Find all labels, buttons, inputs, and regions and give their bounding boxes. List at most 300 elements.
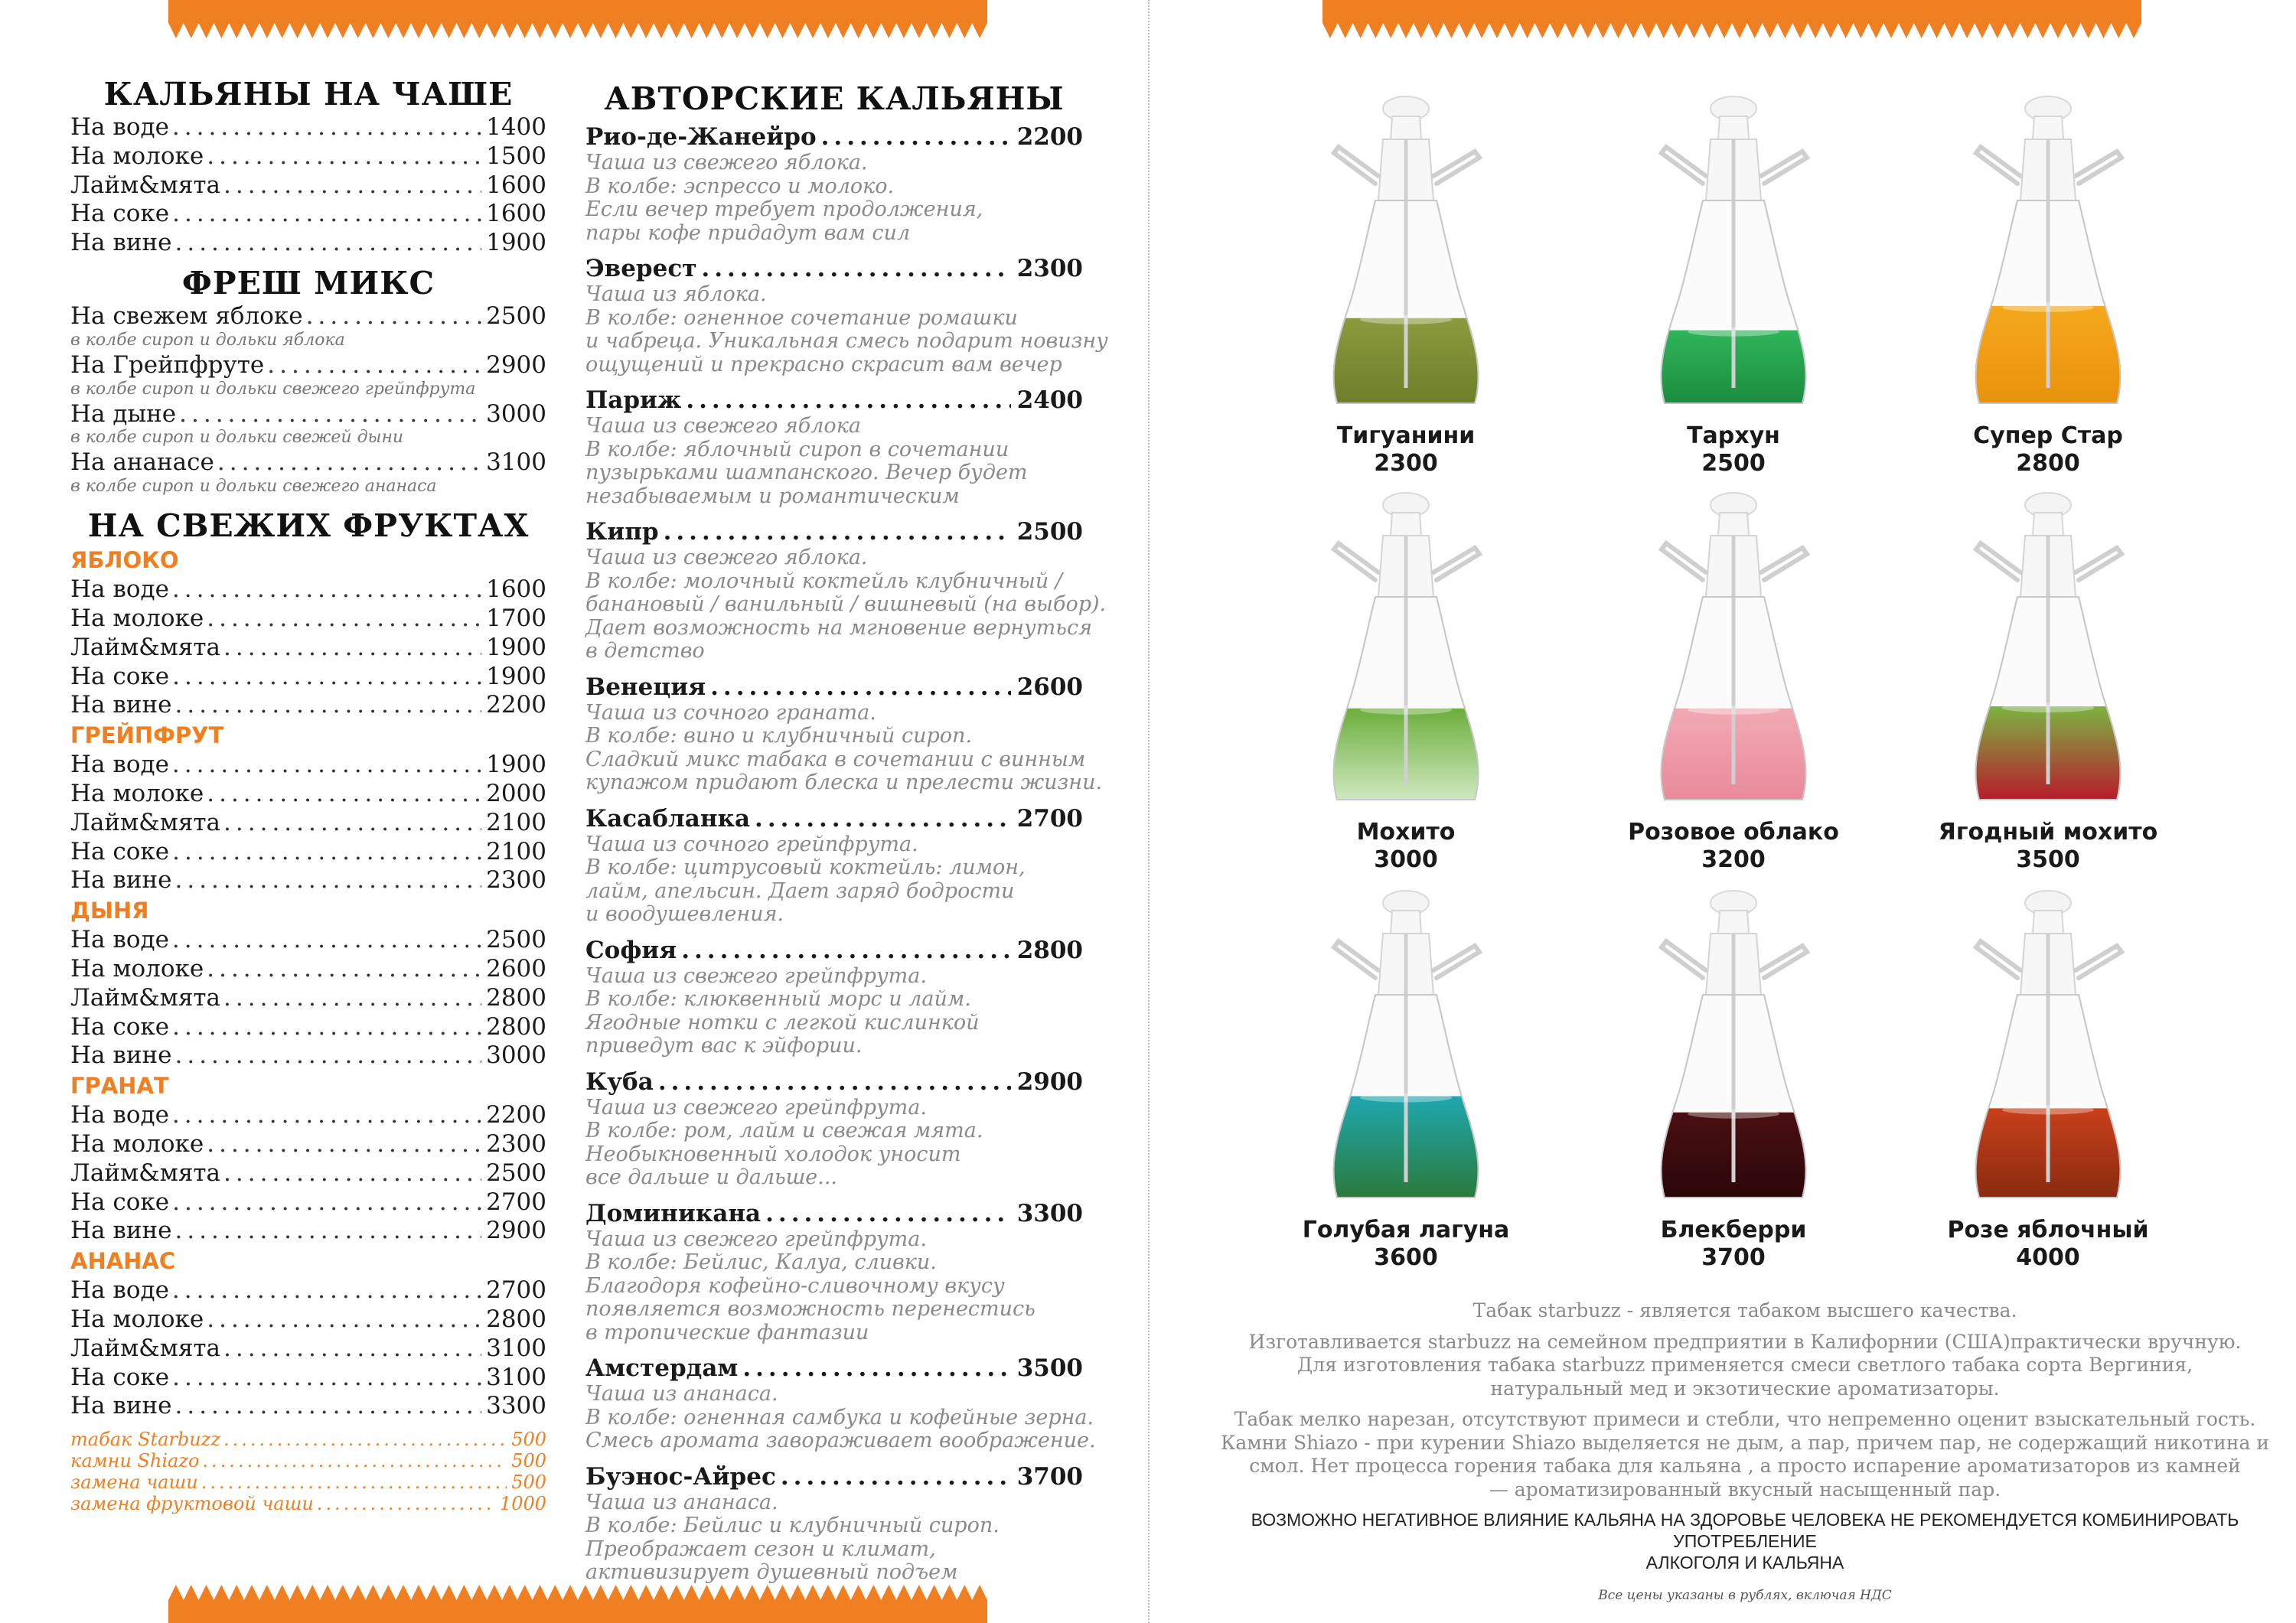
item-price: 2800 [486, 1305, 546, 1333]
dot-leader [169, 575, 481, 605]
item-label: На вине [70, 1392, 172, 1420]
menu-row [70, 838, 546, 867]
description-line: Чаша из ананаса. [585, 1382, 778, 1406]
menu-row [70, 448, 546, 477]
fruit-group-title: АНАНАС [70, 1248, 176, 1275]
item-label: На молоке [70, 1129, 204, 1158]
item-price: 2500 [486, 301, 546, 330]
menu-row [70, 780, 546, 809]
menu-row [70, 113, 546, 142]
item-label: Лайм&мята [70, 171, 221, 199]
menu-row [70, 809, 546, 838]
author-hookah-name: София [585, 936, 677, 964]
author-hookah-name: Кипр [585, 518, 659, 546]
item-label: Лайм&мята [70, 983, 221, 1012]
item-price: 1700 [486, 604, 546, 632]
item-price: 2800 [486, 1012, 546, 1041]
item-price: 2100 [486, 808, 546, 836]
description-line: Чаша из яблока. [585, 282, 767, 306]
extras-list [70, 1429, 546, 1514]
dot-leader [220, 984, 481, 1013]
hookah-mojito-icon [1268, 482, 1544, 819]
menu-row [70, 1130, 546, 1159]
dot-leader [204, 1305, 481, 1335]
item-price: 2300 [486, 1129, 546, 1158]
description-line: В колбе: молочный коктейль клубничный / [585, 569, 1062, 593]
dot-leader [314, 1493, 495, 1514]
description-line: активизирует душевный подъем [585, 1560, 958, 1584]
info-line: натуральный мед и экзотические ароматизаторы. [1490, 1377, 2000, 1400]
item-price: 2500 [486, 926, 546, 954]
info-paragraph-2 [1217, 1331, 2273, 1401]
description-line: В колбе: цитрусовый коктейль: лимон, [585, 855, 1026, 879]
description-line: банановый / ванильный / вишневый (на выбор). [585, 592, 1107, 616]
description-line: В колбе: яблочный сироп в сочетании [585, 437, 1009, 461]
item-price: 2900 [486, 1217, 546, 1245]
menu-row [70, 663, 546, 692]
description-line: В колбе: вино и клубничный сироп. [585, 724, 973, 748]
description-line: В колбе: Бейлис, Калуа, сливки. [585, 1250, 937, 1274]
author-menu-column [585, 80, 1108, 1594]
item-price: 2200 [486, 1101, 546, 1129]
dot-leader [172, 866, 482, 895]
author-hookah-description [585, 152, 1083, 245]
zigzag-edge-icon [168, 23, 987, 38]
health-warning [1217, 1509, 2273, 1573]
fruit-group-title: ДЫНЯ [70, 898, 149, 924]
menu-row [70, 229, 546, 258]
item-price: 2100 [486, 837, 546, 865]
dot-leader [169, 926, 481, 955]
author-hookah-row [585, 1199, 1083, 1228]
product-price: 3000 [1374, 846, 1438, 873]
product-card [1596, 880, 1871, 1272]
description-line: Сладкий микс табака в сочетании с винным [585, 747, 1086, 771]
extra-row [70, 1471, 546, 1493]
description-line: Смесь аромата завораживает воображение. [585, 1429, 1096, 1452]
product-price: 2500 [1701, 450, 1766, 477]
menu-row [70, 1041, 546, 1071]
dot-leader [169, 1101, 481, 1130]
dot-leader [204, 142, 481, 171]
product-name: Розовое облако [1628, 819, 1839, 846]
author-hookah-description [585, 833, 1083, 927]
description-line: В колбе: клюквенный морс и лайм. [585, 987, 971, 1011]
author-hookah-description [585, 282, 1108, 376]
item-price: 1900 [486, 633, 546, 661]
author-hookah-description [585, 415, 1083, 508]
description-line: и чабреца. Уникальная смесь подарит новизну [585, 329, 1108, 353]
description-line: Чаша из свежего яблока [585, 414, 861, 438]
extra-row [70, 1493, 546, 1514]
description-line: пары кофе придадут вам сил [585, 220, 911, 245]
info-line: смол. Нет процесса горения табака для кальяна , а просто испарение ароматизаторов из камней [1249, 1455, 2241, 1477]
item-price: 3100 [486, 1334, 546, 1362]
hookah-berry-mojito-icon [1910, 482, 2186, 819]
item-price: 1900 [486, 229, 546, 257]
extra-label: табак Starbuzz [70, 1429, 220, 1451]
description-line: купажом придают блеска и прелести жизни. [585, 771, 1103, 794]
description-line: Преображает сезон и климат, [585, 1537, 936, 1561]
author-hookah-price: 2200 [1016, 123, 1083, 151]
menu-row [70, 926, 546, 955]
item-price: 2700 [486, 1276, 546, 1305]
author-hookah-name: Доминикана [585, 1199, 762, 1227]
description-line: ощущений и прекрасно скрасит вам вечер [585, 352, 1062, 376]
menu-row [70, 866, 546, 895]
menu-row [70, 1159, 546, 1188]
info-line: — ароматизированный вкусный насыщенный пар. [1489, 1478, 2001, 1501]
menu-row [70, 171, 546, 200]
extra-row [70, 1429, 546, 1450]
menu-row [70, 575, 546, 605]
product-name: Розе яблочный [1947, 1217, 2149, 1243]
description-line: Дает возможность на мгновение вернуться [585, 615, 1092, 640]
item-label: На молоке [70, 142, 204, 170]
dot-leader [169, 1364, 481, 1393]
item-label: На соке [70, 1188, 170, 1216]
dot-leader [169, 200, 481, 229]
hookah-blue-lagoon-icon [1268, 880, 1544, 1217]
dot-leader [761, 1199, 1011, 1228]
author-hookah-name: Касабланка [585, 804, 751, 833]
description-line: В колбе: огненное сочетание ромашки [585, 305, 1018, 330]
product-price: 3600 [1374, 1244, 1438, 1271]
item-label: На воде [70, 1101, 169, 1129]
dot-leader [169, 1276, 481, 1305]
description-line: Благодоря кофейно-сливочному вкусу [585, 1273, 1005, 1298]
section-title-fresh-fruits: НА СВЕЖИХ ФРУКТАХ [87, 507, 530, 545]
menu-row [70, 691, 546, 720]
product-price: 3700 [1701, 1244, 1766, 1271]
item-price: 2500 [486, 1159, 546, 1187]
menu-row [70, 1188, 546, 1217]
item-price: 1600 [486, 200, 546, 228]
fruit-group-title: ЯБЛОКО [70, 547, 179, 574]
dot-leader [172, 1041, 482, 1071]
item-label: На соке [70, 837, 170, 865]
item-price: 1600 [486, 171, 546, 199]
menu-row [70, 1364, 546, 1393]
author-hookah-row [585, 804, 1083, 833]
author-hookah-price: 2700 [1016, 804, 1083, 833]
info-line: Камни Shiazo - при курении Shiazo выделяется не дым, а пар, причем пар, не содержащий никотина и [1220, 1431, 2270, 1454]
author-hookah-price: 2300 [1016, 255, 1083, 282]
menu-row [70, 1392, 546, 1421]
dot-leader [169, 663, 481, 692]
hookah-blackberry-icon [1596, 880, 1871, 1217]
item-price: 3000 [486, 1041, 546, 1070]
item-label: На вине [70, 866, 172, 895]
menu-row [70, 605, 546, 634]
item-label: На воде [70, 751, 169, 779]
extra-label: замена фруктовой чаши [70, 1493, 314, 1515]
description-line: Чаша из свежего грейпфрута. [585, 1227, 927, 1251]
left-menu-column [70, 75, 546, 1514]
fresh-mix-list [70, 302, 546, 497]
item-label: На соке [70, 1012, 170, 1041]
bottom-band-left [168, 1600, 987, 1623]
description-line: В колбе: Бейлис и клубничный сироп. [585, 1514, 1000, 1537]
author-hookah-price: 3300 [1016, 1199, 1083, 1227]
dot-leader [220, 1159, 481, 1188]
product-card [1596, 86, 1871, 477]
author-hookah-description [585, 546, 1107, 663]
extra-label: камни Shiazo [70, 1450, 200, 1472]
dot-leader [654, 1067, 1011, 1097]
author-hookah-description [585, 1382, 1096, 1453]
dot-leader [817, 122, 1011, 152]
item-label: На вине [70, 691, 172, 719]
product-name: Тархун [1687, 422, 1780, 449]
menu-row [70, 1305, 546, 1335]
zigzag-edge-icon [1322, 23, 2141, 38]
product-card [1910, 86, 2186, 477]
author-hookah-description [585, 965, 1083, 1058]
item-price: 3300 [486, 1392, 546, 1420]
item-label: На молоке [70, 604, 204, 632]
product-price: 3500 [2016, 846, 2080, 873]
description-line: лайм, апельсин. Дает заряд бодрости [585, 878, 1015, 903]
description-line: и воодушевления. [585, 902, 784, 926]
author-hookah-description [585, 1228, 1083, 1345]
dot-leader [198, 1471, 507, 1493]
dot-leader [220, 1429, 507, 1450]
author-hookah-name: Венеция [585, 673, 706, 701]
menu-row [70, 400, 546, 429]
dot-leader [169, 1188, 481, 1217]
warning-line: АЛКОГОЛЯ И КАЛЬЯНА [1645, 1553, 1844, 1572]
page-divider [1148, 0, 1150, 1623]
hookah-pink-cloud-icon [1596, 482, 1871, 819]
dot-leader [169, 838, 481, 867]
product-card [1910, 880, 2186, 1272]
author-hookah-description [585, 700, 1103, 795]
dot-leader [199, 1450, 507, 1471]
author-hookah-price: 3500 [1016, 1354, 1083, 1382]
extra-price: 500 [511, 1429, 546, 1451]
info-paragraph-1 [1217, 1299, 2273, 1323]
author-hookah-price: 2500 [1016, 518, 1083, 546]
menu-row [70, 1335, 546, 1364]
product-name: Блекберри [1660, 1217, 1807, 1243]
fruit-group-title: ГРАНАТ [70, 1073, 169, 1100]
dot-leader [172, 229, 482, 258]
product-price: 2800 [2016, 450, 2080, 477]
extra-label: замена чаши [70, 1471, 198, 1494]
item-subtitle: в колбе сироп и дольки свежего грейпфрута [70, 379, 476, 399]
item-label: На Грейпфруте [70, 350, 265, 379]
description-line: Чаша из свежего яблока. [585, 151, 868, 174]
description-line: в детство [585, 639, 705, 663]
item-price: 1900 [486, 662, 546, 690]
dot-leader [169, 113, 481, 142]
dot-leader [776, 1462, 1011, 1491]
item-price: 3100 [486, 448, 546, 477]
dot-leader [264, 351, 481, 380]
author-hookah-name: Куба [585, 1067, 654, 1096]
info-line: Изготавливается starbuzz на семейном предприятии в Калифорнии (США)практически вручную. [1248, 1330, 2242, 1353]
item-label: На воде [70, 113, 169, 141]
item-label: На молоке [70, 1305, 204, 1333]
author-hookah-price: 2600 [1016, 673, 1083, 701]
tobacco-info [1217, 1299, 2273, 1608]
item-label: На соке [70, 200, 170, 228]
item-label: На вине [70, 1041, 172, 1070]
description-line: Чаша из свежего грейпфрута. [585, 963, 927, 988]
author-hookah-name: Рио-де-Жанейро [585, 123, 817, 151]
extra-price: 500 [511, 1450, 546, 1472]
item-label: На соке [70, 662, 170, 690]
extra-price: 500 [511, 1471, 546, 1494]
item-price: 2900 [486, 350, 546, 379]
item-label: На дыне [70, 399, 177, 428]
dot-leader [738, 1354, 1010, 1383]
author-hookah-description [585, 1097, 1083, 1190]
author-hookah-name: Амстердам [585, 1354, 739, 1382]
price-note: Все цены указаны в рублях, включая НДС [1598, 1588, 1892, 1603]
item-label: На воде [70, 1276, 169, 1305]
menu-row [70, 984, 546, 1013]
product-name: Тигуанини [1336, 422, 1476, 449]
menu-row [70, 751, 546, 780]
item-label: На молоке [70, 954, 204, 983]
description-line: В колбе: огненная самбука и кофейные зерна. [585, 1405, 1094, 1429]
dot-leader [681, 386, 1010, 415]
item-price: 2600 [486, 954, 546, 983]
author-hookah-row [585, 1354, 1083, 1383]
hookah-tiguanini-icon [1268, 86, 1544, 422]
warning-line: ВОЗМОЖНО НЕГАТИВНОЕ ВЛИЯНИЕ КАЛЬЯНА НА ЗДОРОВЬЕ ЧЕЛОВЕКА НЕ РЕКОМЕНДУЕТСЯ КОМБИНИРОВАТЬ УПОТРЕБЛЕНИЕ [1251, 1510, 2239, 1551]
info-paragraph-3 [1217, 1408, 2273, 1501]
description-line: Ягодные нотки с легкой кислинкой [585, 1010, 980, 1035]
author-hookah-row [585, 936, 1083, 965]
section-title-hookah-bowl: КАЛЬЯНЫ НА ЧАШЕ [103, 76, 514, 112]
item-price: 1600 [486, 575, 546, 604]
hookah-tarkhun-icon [1596, 86, 1871, 422]
hookah-super-star-icon [1910, 86, 2186, 422]
description-line: незабываемым и романтическим [585, 484, 960, 508]
description-line: пузырьками шампанского. Вечер будет [585, 461, 1028, 484]
fresh-fruits-list [70, 545, 546, 1421]
product-name: Голубая лагуна [1302, 1217, 1510, 1243]
item-label: Лайм&мята [70, 1159, 221, 1187]
item-price: 1900 [486, 751, 546, 779]
description-line: появляется возможность перенестись [585, 1297, 1035, 1321]
description-line: все дальше и дальше... [585, 1165, 838, 1189]
author-hookah-row [585, 254, 1083, 283]
item-price: 1500 [486, 142, 546, 170]
item-price: 2700 [486, 1188, 546, 1216]
item-price: 2200 [486, 691, 546, 719]
author-hookah-row [585, 386, 1083, 415]
extra-row [70, 1450, 546, 1471]
description-line: В колбе: эспрессо и молоко. [585, 174, 895, 198]
menu-row [70, 955, 546, 984]
product-name: Мохито [1356, 819, 1456, 846]
description-line: приведут вас к эйфории. [585, 1034, 863, 1058]
dot-leader [659, 517, 1011, 546]
dot-leader [706, 673, 1011, 702]
item-label: На воде [70, 926, 169, 954]
fruit-group-title: ГРЕЙПФРУТ [70, 722, 224, 749]
product-price: 3200 [1701, 846, 1766, 873]
dot-leader [172, 691, 482, 720]
description-line: Чаша из ананаса. [585, 1490, 778, 1514]
menu-row [70, 1101, 546, 1130]
dot-leader [204, 955, 481, 984]
author-hookah-row [585, 673, 1083, 702]
author-hookah-row [585, 1067, 1083, 1097]
product-card [1268, 482, 1544, 874]
hookah-bowl-list [70, 113, 546, 258]
item-price: 2300 [486, 866, 546, 895]
menu-row [70, 351, 546, 380]
item-label: На воде [70, 575, 169, 604]
item-label: Лайм&мята [70, 1334, 221, 1362]
author-hookah-row [585, 122, 1083, 152]
product-price: 2300 [1374, 450, 1438, 477]
author-hookah-price: 2900 [1016, 1067, 1083, 1096]
product-price: 4000 [2016, 1244, 2080, 1271]
item-label: На свежем яблоке [70, 301, 303, 330]
item-price: 3100 [486, 1363, 546, 1391]
dot-leader [204, 780, 481, 809]
author-hookah-row [585, 517, 1083, 546]
dot-leader [169, 751, 481, 780]
top-band-left [168, 0, 987, 23]
description-line: Чаша из свежего яблока. [585, 546, 868, 569]
dot-leader [169, 1013, 481, 1042]
dot-leader [172, 1392, 482, 1421]
dot-leader [204, 605, 481, 634]
product-name: Супер Стар [1973, 422, 2123, 449]
hookah-rose-apple-icon [1910, 880, 2186, 1217]
section-title-fresh-mix: ФРЕШ МИКС [181, 264, 435, 301]
author-hookah-row [585, 1462, 1083, 1491]
author-hookah-name: Париж [585, 386, 682, 414]
description-line: В колбе: ром, лайм и свежая мята. [585, 1119, 983, 1142]
dot-leader [172, 1217, 482, 1246]
author-hookah-list [585, 122, 1108, 1585]
description-line: Если вечер требует продолжения, [585, 197, 983, 221]
dot-leader [214, 448, 481, 477]
menu-row [70, 634, 546, 663]
item-price: 3000 [486, 399, 546, 428]
author-hookah-price: 2800 [1016, 936, 1083, 964]
author-hookah-price: 2400 [1016, 386, 1083, 414]
author-hookah-price: 3700 [1016, 1462, 1083, 1491]
menu-row [70, 1013, 546, 1042]
section-title-author: АВТОРСКИЕ КАЛЬЯНЫ [604, 80, 1065, 117]
dot-leader [220, 171, 481, 200]
author-hookah-name: Эверест [585, 255, 697, 282]
item-price: 2800 [486, 983, 546, 1012]
item-label: На соке [70, 1363, 170, 1391]
info-line: Табак starbuzz - является табаком высшего качества. [1473, 1299, 2017, 1322]
product-card [1596, 482, 1871, 874]
description-line: Чаша из свежего грейпфрута. [585, 1095, 927, 1119]
dot-leader [220, 634, 481, 663]
dot-leader [176, 400, 481, 429]
item-subtitle: в колбе сироп и дольки свежего ананаса [70, 477, 437, 497]
item-label: На молоке [70, 779, 204, 807]
product-name: Ягодный мохито [1938, 819, 2158, 846]
menu-row [70, 302, 546, 331]
dot-leader [750, 804, 1011, 833]
description-line: Необыкновенный холодок уносит [585, 1142, 961, 1166]
item-price: 2000 [486, 779, 546, 807]
